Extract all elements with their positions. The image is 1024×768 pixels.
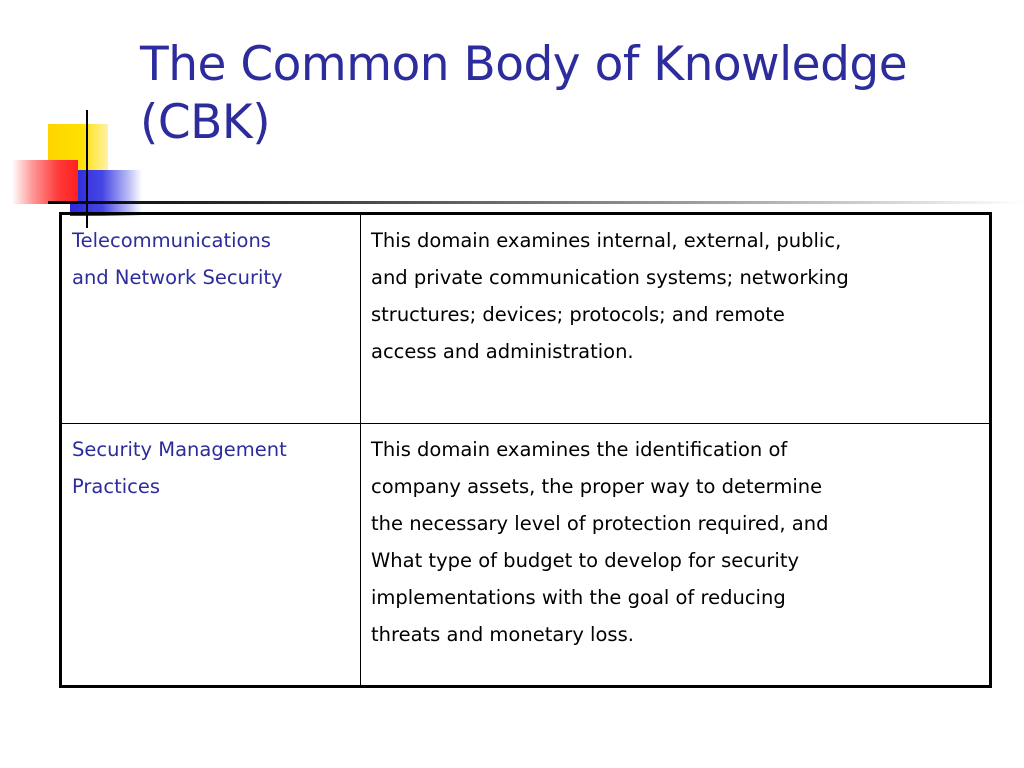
decorative-blue-square xyxy=(70,170,142,216)
description-line: the necessary level of protection required, and xyxy=(371,512,829,535)
table-row xyxy=(61,214,991,424)
description-line: structures; devices; protocols; and remote xyxy=(371,303,785,326)
cbk-domains-table xyxy=(59,212,992,688)
domain-name-cell xyxy=(61,424,361,687)
title-divider-line xyxy=(48,201,1024,204)
decorative-vertical-line xyxy=(86,110,88,228)
decorative-red-bar xyxy=(12,160,78,204)
slide-title-line: The Common Body of Knowledge xyxy=(140,37,908,92)
domain-description-cell xyxy=(361,214,991,424)
domain-name-line: Security Management xyxy=(72,438,287,461)
description-line: access and administration. xyxy=(371,340,634,363)
description-line: This domain examines the identification of xyxy=(371,438,788,461)
description-line: company assets, the proper way to determine xyxy=(371,475,823,498)
description-line: and private communication systems; networking xyxy=(371,266,849,289)
description-line: What type of budget to develop for security xyxy=(371,549,800,572)
domain-name-line: Practices xyxy=(72,475,161,498)
domain-name-cell xyxy=(61,214,361,424)
slide-title-line: (CBK) xyxy=(140,95,271,150)
domain-description-cell xyxy=(361,424,991,687)
domain-name-line: and Network Security xyxy=(72,266,283,289)
slide-title xyxy=(140,36,1000,152)
domain-name-line: Telecommunications xyxy=(72,229,271,252)
description-line: implementations with the goal of reducing xyxy=(371,586,786,609)
table-row xyxy=(61,424,991,687)
description-line: This domain examines internal, external, public, xyxy=(371,229,842,252)
description-line: threats and monetary loss. xyxy=(371,623,634,646)
